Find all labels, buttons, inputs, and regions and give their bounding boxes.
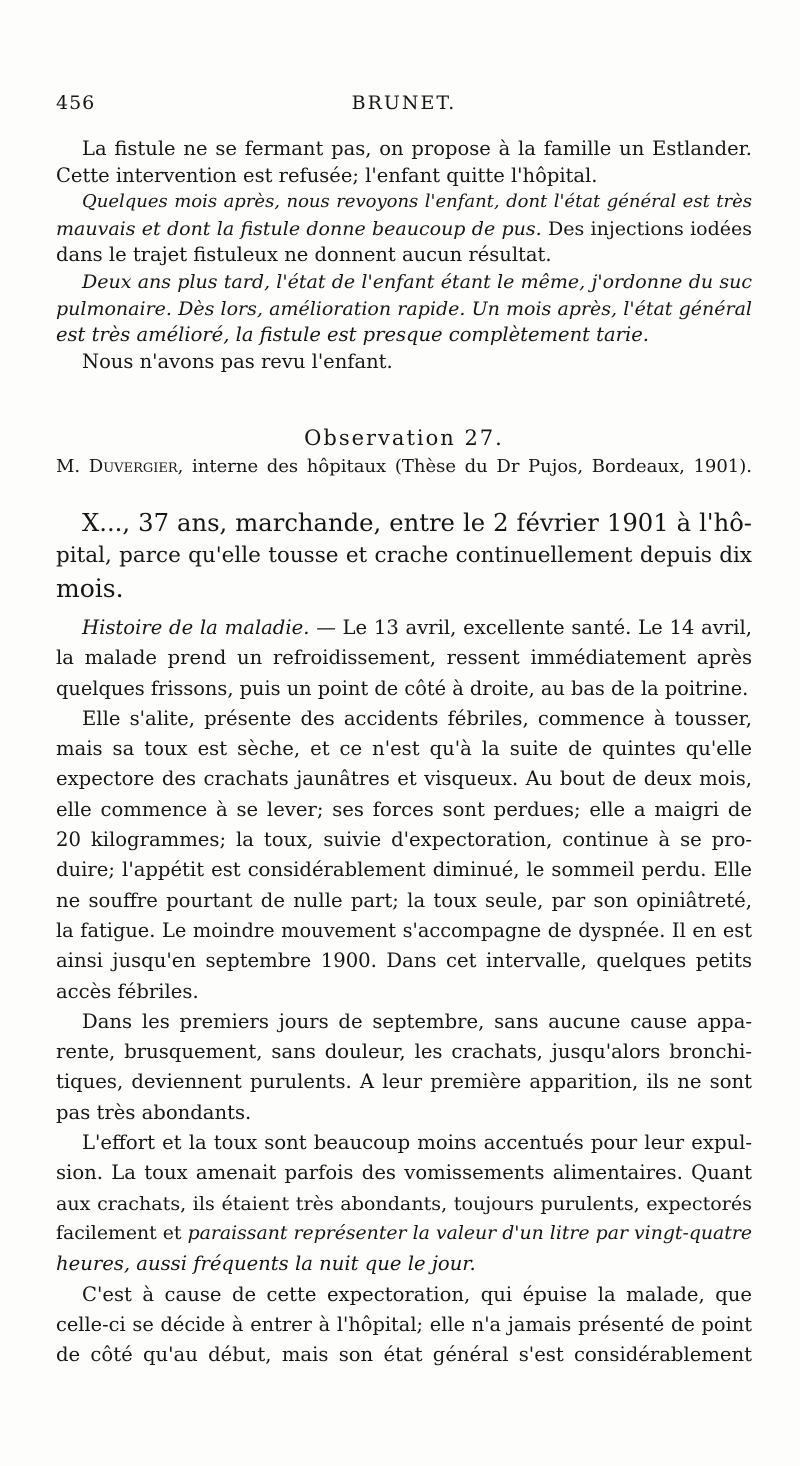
case-intro <box>56 506 752 605</box>
text-line: dans le trajet fistuleux ne donnent aucun résultat. <box>56 243 552 267</box>
byline-prefix: M. <box>56 456 89 477</box>
text-line: celle-ci se décide à entrer à l'hôpital; elle n'a jamais présenté de point <box>56 1312 752 1336</box>
text-line: pital, parce qu'elle tousse et crache continuellement depuis dix <box>56 543 752 568</box>
page-number: 456 <box>56 92 96 114</box>
text-line <box>56 216 752 243</box>
text-line: expectore des crachats jaunâtres et visqueux. Au bout de deux mois, <box>56 767 752 791</box>
text-line: pulmonaire. Dès lors, amélioration rapide. Un mois après, l'état général <box>56 297 752 320</box>
text-line <box>56 1219 752 1249</box>
author-name: Duvergier <box>88 456 178 477</box>
running-head: BRUNET. <box>351 92 457 114</box>
text-line: la fatigue. Le moindre mouvement s'accompagne de dyspnée. Il en est <box>56 918 752 942</box>
text-line: tiques, deviennent purulents. A leur première apparition, ils ne sont <box>56 1070 752 1094</box>
closing-paragraphs <box>56 136 752 375</box>
page-header <box>56 92 752 118</box>
observation-byline <box>56 456 752 477</box>
text-line: aux crachats, ils étaient très abondants, toujours purulents, expectorés <box>56 1191 752 1215</box>
text-line: elle commence à se lever; ses forces sont perdues; elle a maigri de <box>56 797 752 821</box>
text-line: duire; l'appétit est considérablement diminué, le sommeil perdu. Elle <box>56 858 752 882</box>
text-line: L'effort et la toux sont beaucoup moins accentués pour leur expul- <box>82 1131 752 1155</box>
text-line <box>56 613 752 643</box>
observation-title: Observation 27. <box>304 426 504 450</box>
text-line: ainsi jusqu'en septembre 1900. Dans cet intervalle, quelques petits <box>56 949 752 973</box>
text-line: ne souffre pourtant de nulle part; la toux seule, par son opiniâtreté, <box>56 888 752 912</box>
text-line: accès fébriles. <box>56 979 199 1003</box>
roman-segment: Des injections iodées <box>541 217 752 240</box>
text-line: Deux ans plus tard, l'état de l'enfant étant le même, j'ordonne du suc <box>82 270 752 293</box>
text-line: est très amélioré, la fistule est presque complètement tarie. <box>56 323 649 347</box>
text-line: Nous n'avons pas revu l'enfant. <box>82 349 393 373</box>
text-line: La fistule ne se fermant pas, on propose à la famille un Estlander. <box>82 137 752 160</box>
italic-segment: mauvais et dont la fistule donne beaucoup de pus. <box>56 217 542 240</box>
text-line: X..., 37 ans, marchande, entre le 2 février 1901 à l'hô- <box>82 508 752 537</box>
text-line: quelques frissons, puis un point de côté à droite, au bas de la poitrine. <box>56 676 749 700</box>
text-line: Elle s'alite, présente des accidents fébriles, commence à tousser, <box>82 706 752 730</box>
text-line: la malade prend un refroidissement, ressent immédiatement après <box>56 646 752 670</box>
text-line: Cette intervention est refusée; l'enfant quitte l'hôpital. <box>56 163 598 187</box>
case-history <box>56 613 752 1370</box>
text-line: C'est à cause de cette expectoration, qui épuise la malade, que <box>82 1282 752 1306</box>
text-line: sion. La toux amenait parfois des vomissements alimentaires. Quant <box>56 1161 752 1185</box>
text-line: de côté qu'au début, mais son état général s'est considérablement <box>56 1343 752 1367</box>
text-line: rente, brusquement, sans douleur, les crachats, jusqu'alors bronchi- <box>56 1040 752 1064</box>
text-line: heures, aussi fréquents la nuit que le jour. <box>56 1252 476 1276</box>
roman-segment: facilement et <box>56 1222 188 1244</box>
roman-segment: — Le 13 avril, excellente santé. Le 14 avril, <box>309 616 752 639</box>
text-line: Quelques mois après, nous revoyons l'enfant, dont l'état général est très <box>82 191 752 213</box>
section-heading: Histoire de la maladie. <box>82 616 310 639</box>
text-line: Dans les premiers jours de septembre, sans aucune cause appa- <box>82 1009 752 1033</box>
text-line: pas très abondants. <box>56 1100 252 1124</box>
text-line: mois. <box>56 574 124 603</box>
text-line: 20 kilogrammes; la toux, suivie d'expectoration, continue à se pro- <box>56 828 752 852</box>
italic-segment: paraissant représenter la valeur d'un litre par vingt-quatre <box>187 1222 752 1244</box>
text-line: mais sa toux est sèche, et ce n'est qu'à la suite de quintes qu'elle <box>56 737 752 761</box>
byline-rest: , interne des hôpitaux (Thèse du Dr Pujos, Bordeaux, 1901). <box>177 456 753 477</box>
